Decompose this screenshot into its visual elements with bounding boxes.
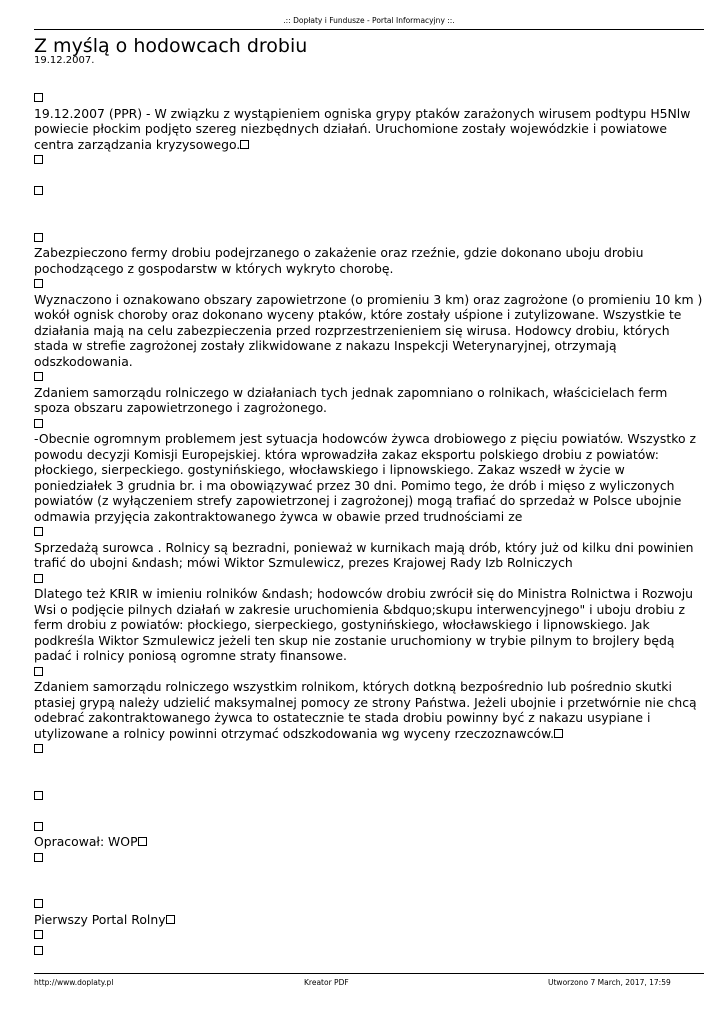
- article-paragraph: 19.12.2007 (PPR) - W związku z wystąpieniem ogniska grypy ptaków zarażonych wirusem podtypu H5Nlw powiecie płockim podjęto szereg niezbędnych działań. Uruchomione zostały wojewódzkie i powiatowe centra zarządzania kryzysowego.: [34, 105, 691, 152]
- footer-divider: [34, 973, 704, 974]
- placeholder-glyph: [138, 837, 147, 846]
- placeholder-glyph: [34, 896, 704, 912]
- portal-title: .:: Dopłaty i Fundusze - Portal Informacyjny ::.: [283, 16, 455, 25]
- article-paragraph: Zdaniem samorządu rolniczego w działaniach tych jednak zapomniano o rolnikach, właścicielach ferm spoza obszaru zapowietrzonego i zagrożonego.: [34, 384, 668, 415]
- placeholder-glyph: [34, 230, 704, 246]
- placeholder-glyph: [34, 571, 704, 587]
- article-source: Pierwszy Portal Rolny: [34, 912, 704, 928]
- placeholder-glyph: [34, 788, 704, 804]
- placeholder-glyph: [34, 664, 704, 680]
- article-title: Z myślą o hodowcach drobiu: [34, 35, 308, 57]
- article-date: 19.12.2007.: [34, 55, 95, 66]
- placeholder-glyph: [34, 90, 704, 106]
- article-body: [34, 90, 704, 958]
- article-paragraph: Wyznaczono i oznakowano obszary zapowietrzone (o promieniu 3 km) oraz zagrożone (o promieniu 10 km ) wokół ognisk choroby oraz dokonano wyceny ptaków, które zostały uśpione i zutylizowane. Wszystkie te działania mają na celu zabezpieczenia przed rozprzestrzenieniem się wirusa. Hodowcy drobiu, których stada w strefie zagrożonej zostały zlikwidowane z nakazu Inspekcji Weterynaryjnej, otrzymają odszkodowania.: [34, 291, 703, 369]
- placeholder-glyph: [34, 741, 704, 757]
- placeholder-glyph: [34, 276, 704, 292]
- article-paragraph: -Obecnie ogromnym problemem jest sytuacja hodowców żywca drobiowego z pięciu powiatów. Wszystko z powodu decyzji Komisji Europejskiej. która wprowadziła zakaz eksportu polskiego drobiu z powiatów: płockiego, sierpeckiego. gostynińskiego, włocławskiego i lipnowskiego. Zakaz wszedł w życie w poniedziałek 3 grudnia br. i ma obowiązywać przez 30 dni. Pomimo tego, że drób i mięso z wyliczonych powiatów (z wyłączeniem strefy zapowietrzonej i zagrożonej) mogą trafiać do sprzedaż w Polsce ubojnie odmawia przyjęcia zakontraktowanego żywca w obawie przed trudnościami ze: [34, 431, 696, 524]
- placeholder-glyph: [554, 729, 563, 738]
- placeholder-glyph: [34, 927, 704, 943]
- placeholder-glyph: [166, 915, 175, 924]
- footer-created: Utworzono 7 March, 2017, 17:59: [548, 978, 671, 987]
- article-credit: Opracował: WOP: [34, 834, 704, 850]
- footer-generator: Kreator PDF: [304, 978, 349, 987]
- placeholder-glyph: [240, 140, 249, 149]
- placeholder-glyph: [34, 416, 704, 432]
- placeholder-glyph: [34, 524, 704, 540]
- placeholder-glyph: [34, 943, 704, 959]
- article-paragraph: Zdaniem samorządu rolniczego wszystkim rolnikom, których dotkną bezpośrednio lub pośrednio skutki ptasiej grypą należy udzielić maksymalnej pomocy ze strony Państwa. Jeżeli ubojnie i przetwórnie nie chcą odebrać zakontraktowanego żywca to ostatecznie te stada drobiu powinny być z nakazu usypiane i utylizowane a rolnicy powinni otrzymać odszkodowania wg wyceny rzeczoznawców.: [34, 679, 697, 741]
- placeholder-glyph: [34, 369, 704, 385]
- placeholder-glyph: [34, 183, 704, 199]
- header-divider: [34, 29, 704, 30]
- placeholder-glyph: [34, 819, 704, 835]
- footer-url: http://www.doplaty.pl: [34, 978, 114, 987]
- placeholder-glyph: [34, 152, 704, 168]
- article-paragraph: Zabezpieczono fermy drobiu podejrzanego o zakażenie oraz rzeźnie, gdzie dokonano uboju drobiu pochodzącego z gospodarstw w których wykryto chorobę.: [34, 245, 644, 276]
- article-paragraph: Dlatego też KRIR w imieniu rolników &ndash; hodowców drobiu zwrócił się do Ministra Rolnictwa i Rozwoju Wsi o podjęcie pilnych działań w zakresie uruchomienia &bdquo;skupu interwencyjnego" i uboju drobiu z ferm drobiu z powiatów: płockiego, sierpeckiego, gostynińskiego, włocławskiego i lipnowskiego. Jak podkreśla Wiktor Szmulewicz jeżeli ten skup nie zostanie uruchomiony w trybie pilnym to brojlery będą padać i rolnicy poniosą ogromne straty finansowe.: [34, 586, 694, 663]
- article-paragraph: Sprzedażą surowca . Rolnicy są bezradni, ponieważ w kurnikach mają drób, który już od kilku dni powinien trafić do ubojni &ndash; mówi Wiktor Szmulewicz, prezes Krajowej Rady Izb Rolniczych: [34, 539, 694, 570]
- placeholder-glyph: [34, 850, 704, 866]
